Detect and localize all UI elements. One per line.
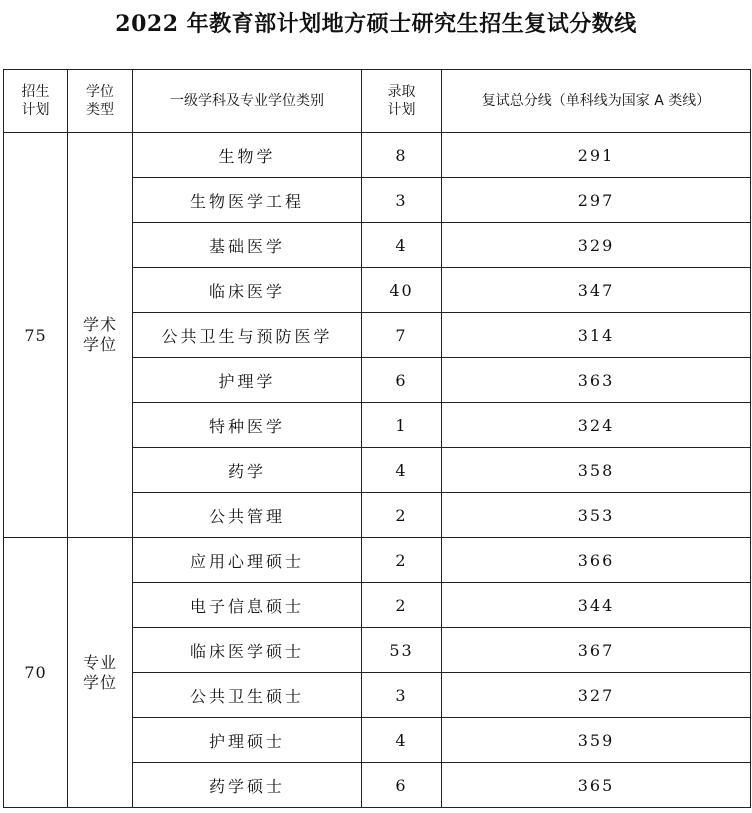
subject-cell: 生物学 (133, 133, 362, 178)
admission-plan-cell: 53 (362, 628, 442, 673)
admission-plan-cell: 4 (362, 448, 442, 493)
degree-type-cell: 专业 学位 (68, 538, 133, 808)
enrollment-plan-cell: 75 (4, 133, 68, 538)
admission-plan-cell: 2 (362, 493, 442, 538)
score-line-cell: 366 (442, 538, 751, 583)
score-line-cell: 347 (442, 268, 751, 313)
admission-plan-cell: 3 (362, 673, 442, 718)
admission-plan-cell: 8 (362, 133, 442, 178)
subject-cell: 特种医学 (133, 403, 362, 448)
admission-plan-cell: 4 (362, 223, 442, 268)
header-subject: 一级学科及专业学位类别 (133, 70, 362, 133)
admission-plan-cell: 6 (362, 358, 442, 403)
score-line-cell: 314 (442, 313, 751, 358)
subject-cell: 电子信息硕士 (133, 583, 362, 628)
subject-cell: 临床医学硕士 (133, 628, 362, 673)
admission-plan-cell: 3 (362, 178, 442, 223)
subject-cell: 临床医学 (133, 268, 362, 313)
admission-plan-cell: 7 (362, 313, 442, 358)
score-line-cell: 327 (442, 673, 751, 718)
score-line-cell: 359 (442, 718, 751, 763)
subject-cell: 基础医学 (133, 223, 362, 268)
degree-type-cell: 学术 学位 (68, 133, 133, 538)
subject-cell: 护理学 (133, 358, 362, 403)
score-line-cell: 367 (442, 628, 751, 673)
subject-cell: 药学硕士 (133, 763, 362, 808)
admission-plan-cell: 6 (362, 763, 442, 808)
score-line-cell: 329 (442, 223, 751, 268)
subject-cell: 药学 (133, 448, 362, 493)
score-line-cell: 324 (442, 403, 751, 448)
admission-plan-cell: 2 (362, 538, 442, 583)
enrollment-plan-cell: 70 (4, 538, 68, 808)
score-line-cell: 358 (442, 448, 751, 493)
header-score: 复试总分线（单科线为国家 A 类线） (442, 70, 751, 133)
page-title: 2022 年教育部计划地方硕士研究生招生复试分数线 (115, 11, 637, 37)
table-row (4, 133, 751, 178)
admission-plan-cell: 40 (362, 268, 442, 313)
admission-plan-cell: 1 (362, 403, 442, 448)
table-row (4, 538, 751, 583)
subject-cell: 公共管理 (133, 493, 362, 538)
admission-plan-cell: 2 (362, 583, 442, 628)
subject-cell: 生物医学工程 (133, 178, 362, 223)
header-row (4, 70, 751, 133)
score-line-cell: 365 (442, 763, 751, 808)
score-line-cell: 297 (442, 178, 751, 223)
score-line-cell: 363 (442, 358, 751, 403)
score-line-cell: 291 (442, 133, 751, 178)
subject-cell: 公共卫生硕士 (133, 673, 362, 718)
header-admit: 录取 计划 (362, 70, 442, 133)
score-line-cell: 344 (442, 583, 751, 628)
header-degree: 学位 类型 (68, 70, 133, 133)
subject-cell: 公共卫生与预防医学 (133, 313, 362, 358)
subject-cell: 应用心理硕士 (133, 538, 362, 583)
header-plan: 招生 计划 (4, 70, 68, 133)
subject-cell: 护理硕士 (133, 718, 362, 763)
score-line-cell: 353 (442, 493, 751, 538)
admission-plan-cell: 4 (362, 718, 442, 763)
score-table (3, 69, 751, 808)
table-body (4, 133, 751, 808)
